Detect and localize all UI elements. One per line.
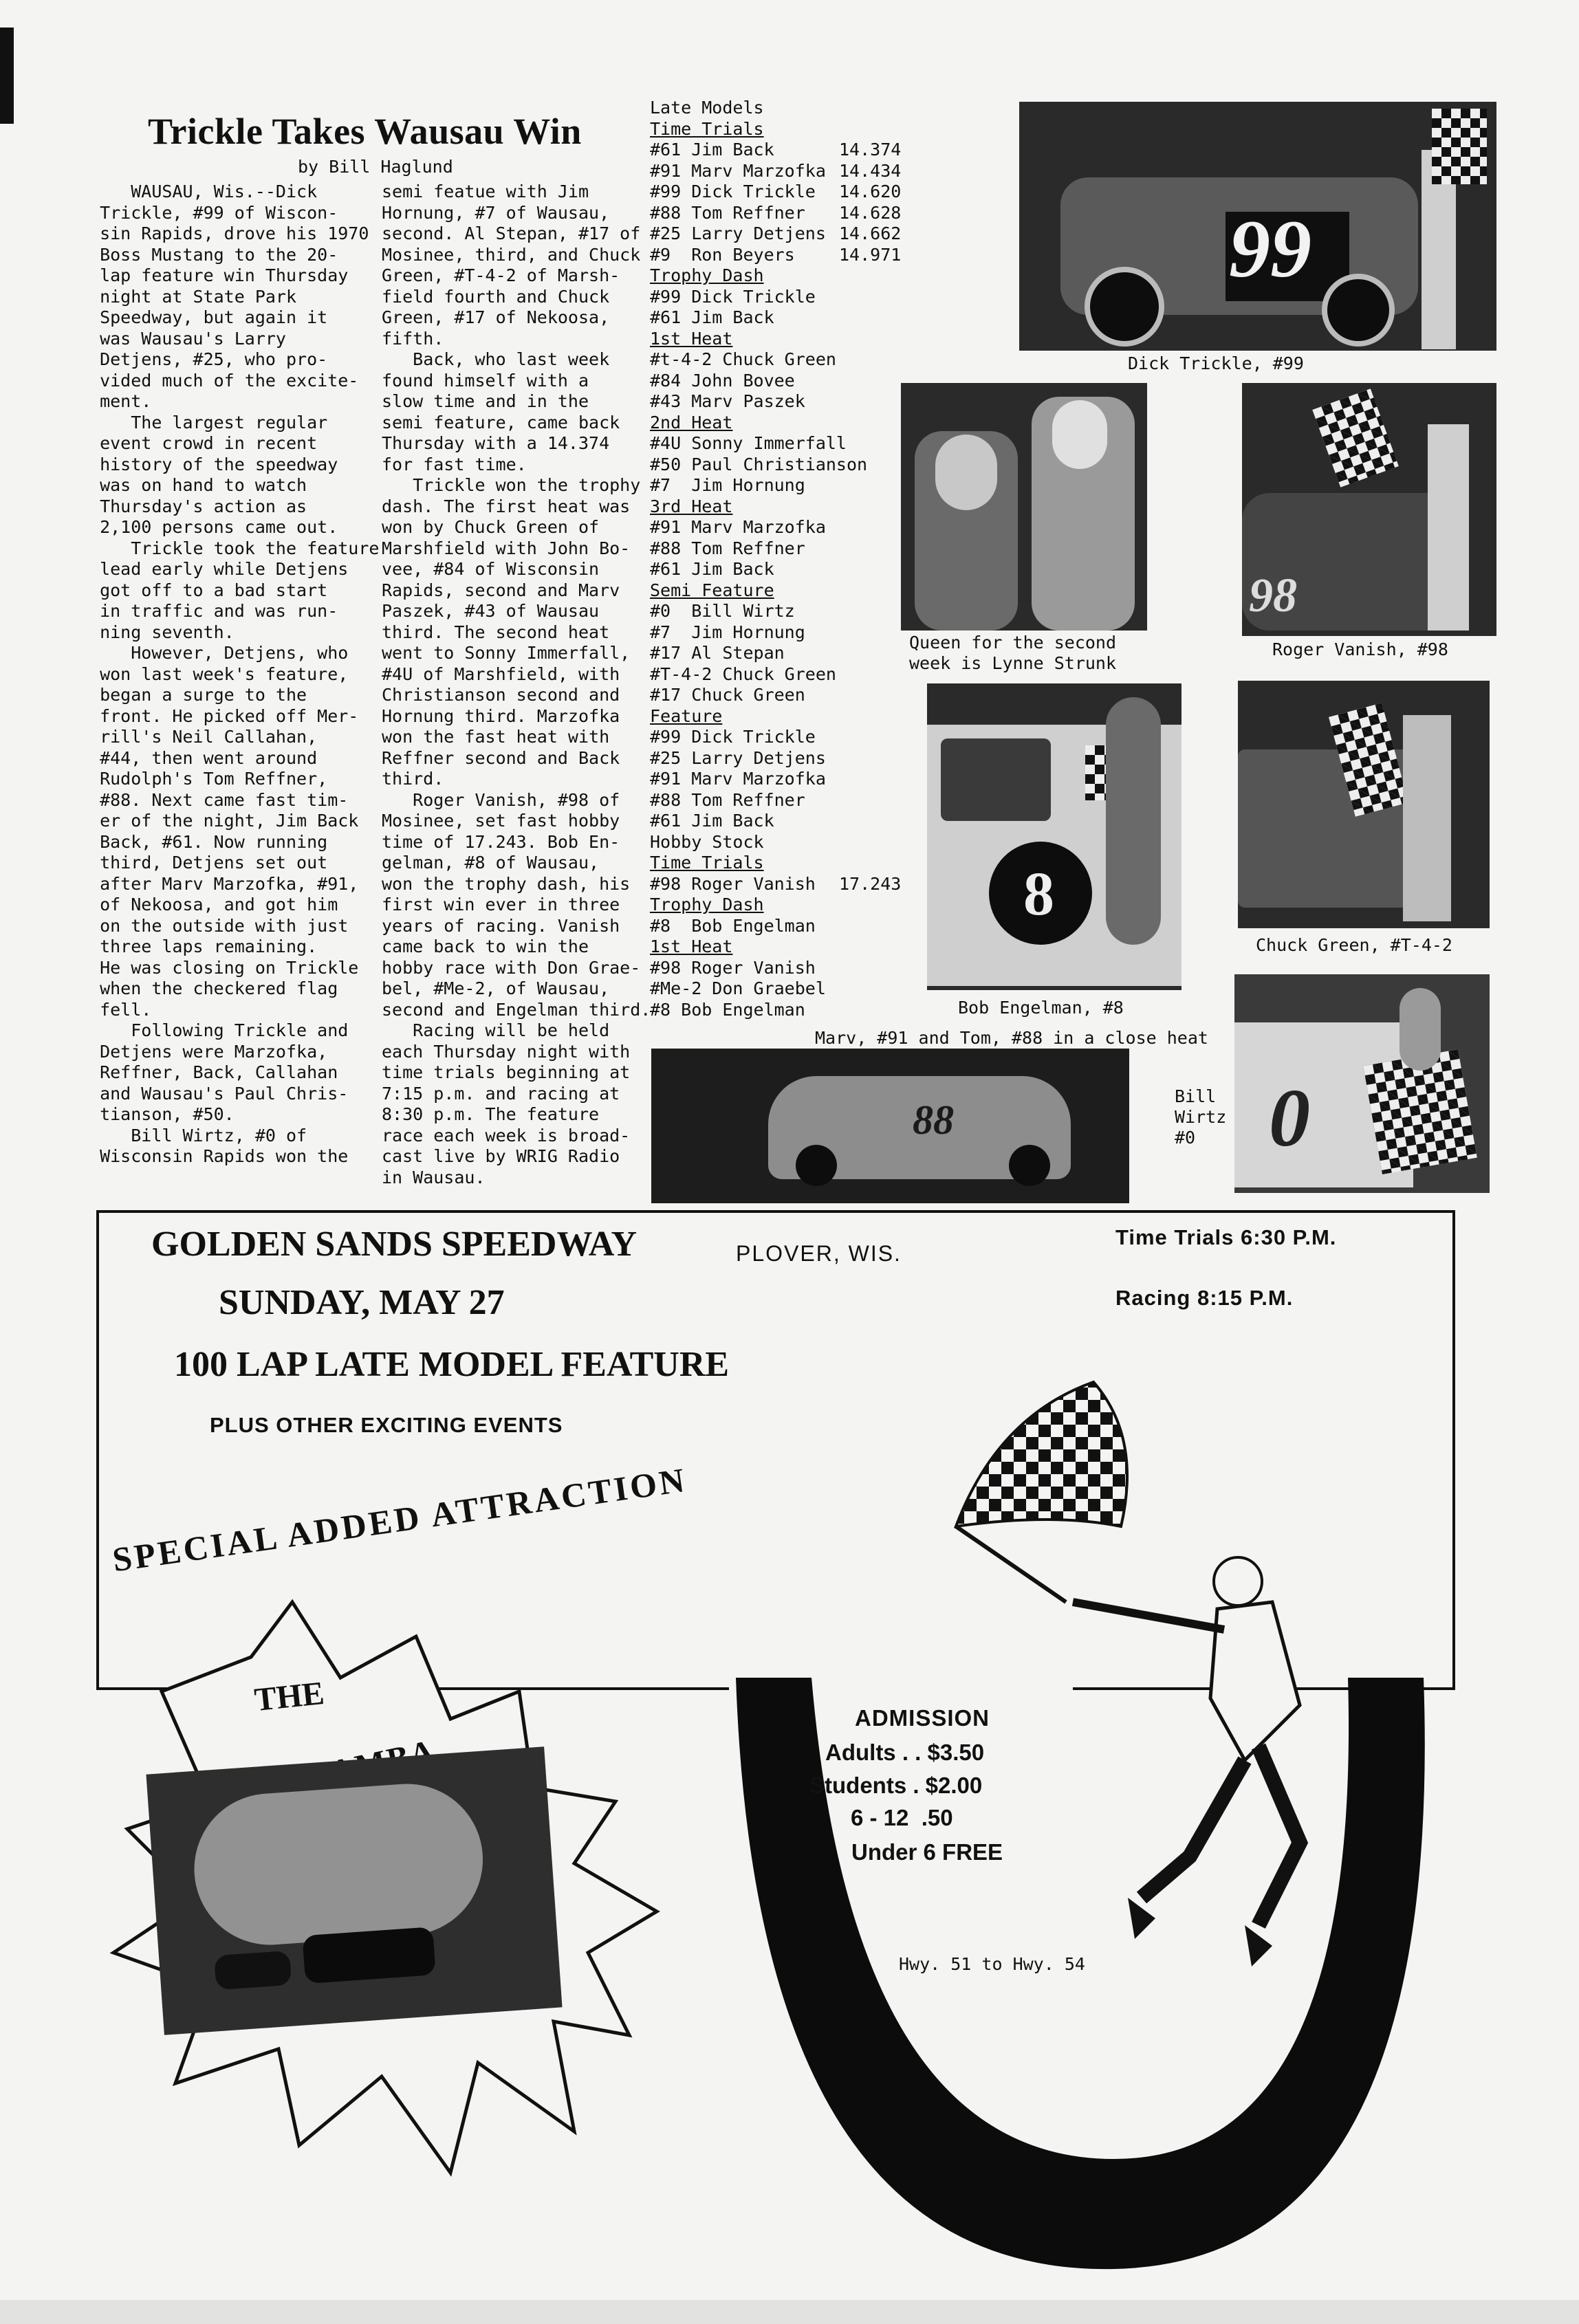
results-entry: #8 Bob Engelman bbox=[650, 915, 816, 936]
results-row bbox=[650, 601, 932, 622]
results-entry: #4U Sonny Immerfall bbox=[650, 433, 847, 453]
photo-roger-vanish bbox=[1242, 383, 1496, 636]
ad-location: PLOVER, WIS. bbox=[736, 1241, 902, 1266]
results-row bbox=[650, 245, 932, 266]
car-number-88: 88 bbox=[913, 1097, 954, 1143]
results-entry: #99 Dick Trickle bbox=[650, 286, 816, 307]
results-row bbox=[650, 706, 932, 727]
results-entry: Feature bbox=[650, 705, 723, 726]
results-row bbox=[650, 769, 932, 790]
results-entry: #61 Jim Back bbox=[650, 307, 774, 327]
binding-mark bbox=[0, 28, 14, 124]
results-row bbox=[650, 664, 932, 686]
photo-bill-wirtz bbox=[1234, 974, 1490, 1193]
results-time: 14.628 bbox=[839, 202, 902, 223]
results-time: 14.374 bbox=[839, 140, 902, 160]
results-entry: #91 Marv Marzofka bbox=[650, 769, 826, 789]
results-row bbox=[650, 391, 932, 413]
results-entry: #Me-2 Don Graebel bbox=[650, 978, 826, 998]
admission-students: Students . $2.00 bbox=[809, 1773, 983, 1798]
caption-engelman: Bob Engelman, #8 bbox=[958, 998, 1124, 1018]
results-entry: #91 Marv Marzofka bbox=[650, 517, 826, 537]
flag-man-illustration bbox=[915, 1375, 1396, 2028]
results-row bbox=[650, 265, 932, 287]
results-entry: Trophy Dash bbox=[650, 265, 764, 285]
results-entry: #25 Larry Detjens bbox=[650, 747, 826, 768]
byline: by Bill Haglund bbox=[298, 157, 453, 177]
results-row bbox=[650, 643, 932, 664]
results-entry: #61 Jim Back bbox=[650, 140, 774, 160]
results-entry: Late Models bbox=[650, 98, 764, 118]
results-row bbox=[650, 475, 932, 496]
admission-adults: Adults . . $3.50 bbox=[825, 1740, 985, 1765]
results-row bbox=[650, 329, 932, 350]
photo-chuck-green bbox=[1238, 681, 1490, 928]
results-entry: Time Trials bbox=[650, 118, 764, 139]
results-time: 14.971 bbox=[839, 244, 902, 265]
results-row bbox=[650, 622, 932, 644]
results-row bbox=[650, 727, 932, 748]
results-entry: #7 Jim Hornung bbox=[650, 622, 805, 642]
results-row bbox=[650, 287, 932, 308]
car-number-98: 98 bbox=[1249, 569, 1297, 622]
results-row bbox=[650, 454, 932, 476]
results-entry: #88 Tom Reffner bbox=[650, 202, 805, 223]
results-entry: Hobby Stock bbox=[650, 831, 764, 852]
admission-kids: 6 - 12 .50 bbox=[851, 1805, 953, 1830]
results-row bbox=[650, 496, 932, 518]
results-row bbox=[650, 517, 932, 538]
results-row bbox=[650, 559, 932, 580]
results-row bbox=[650, 916, 932, 937]
results-entry: #99 Dick Trickle bbox=[650, 182, 816, 201]
results-row bbox=[650, 978, 932, 1000]
ad-track-name: GOLDEN SANDS SPEEDWAY bbox=[151, 1225, 638, 1264]
results-entry: #61 Jim Back bbox=[650, 559, 774, 579]
results-entry: #7 Jim Hornung bbox=[650, 475, 805, 495]
the-text: THE bbox=[252, 1674, 326, 1719]
results-row bbox=[650, 413, 932, 434]
ad-date: SUNDAY, MAY 27 bbox=[219, 1283, 505, 1322]
results-row bbox=[650, 895, 932, 916]
caption-vanish: Roger Vanish, #98 bbox=[1272, 639, 1448, 659]
caption-chuck: Chuck Green, #T-4-2 bbox=[1256, 935, 1452, 955]
ad-racing-time: Racing 8:15 P.M. bbox=[1115, 1286, 1294, 1310]
results-entry: #25 Larry Detjens bbox=[650, 223, 826, 243]
results-row bbox=[650, 832, 932, 853]
results-row bbox=[650, 853, 932, 874]
page-bottom-edge bbox=[0, 2300, 1579, 2324]
results-entry: #43 Marv Paszek bbox=[650, 391, 805, 411]
results-time: 14.434 bbox=[839, 160, 902, 181]
results-entry: #0 Bill Wirtz bbox=[650, 601, 795, 621]
results-row bbox=[650, 182, 932, 203]
results-row bbox=[650, 790, 932, 811]
caption-queen: Queen for the second week is Lynne Strunk bbox=[909, 633, 1117, 673]
results-entry: #50 Paul Christianson bbox=[650, 454, 868, 474]
results-entry: #17 Chuck Green bbox=[650, 685, 805, 705]
results-row bbox=[650, 580, 932, 602]
results-entry: #91 Marv Marzofka bbox=[650, 160, 826, 181]
results-entry: 3rd Heat bbox=[650, 496, 733, 516]
results-entry: 1st Heat bbox=[650, 328, 733, 349]
results-entry: #84 John Bovee bbox=[650, 370, 795, 391]
results-row bbox=[650, 433, 932, 454]
results-entry: 1st Heat bbox=[650, 936, 733, 956]
car-number-0: 0 bbox=[1269, 1072, 1310, 1163]
results-entry: #88 Tom Reffner bbox=[650, 538, 805, 558]
results-entry: #17 Al Stepan bbox=[650, 643, 785, 663]
caption-wirtz: Bill Wirtz #0 bbox=[1175, 1086, 1227, 1148]
directions: Hwy. 51 to Hwy. 54 bbox=[899, 1954, 1085, 1974]
results-entry: #T-4-2 Chuck Green bbox=[650, 664, 836, 684]
results-row bbox=[650, 161, 932, 182]
results-row bbox=[650, 958, 932, 979]
photo-queen bbox=[901, 383, 1147, 631]
photo-marv-tom bbox=[651, 1049, 1129, 1203]
results-time: 14.620 bbox=[839, 182, 902, 201]
results-row bbox=[650, 936, 932, 958]
ad-time-trials: Time Trials 6:30 P.M. bbox=[1115, 1225, 1337, 1249]
photo-bob-engelman bbox=[927, 683, 1181, 990]
results-row bbox=[650, 203, 932, 224]
results-row bbox=[650, 371, 932, 392]
results-list bbox=[650, 98, 932, 1020]
results-entry: 2nd Heat bbox=[650, 412, 733, 432]
results-row bbox=[650, 874, 932, 895]
caption-trickle: Dick Trickle, #99 bbox=[1128, 353, 1304, 373]
caption-marv: Marv, #91 and Tom, #88 in a close heat bbox=[815, 1028, 1208, 1048]
results-row bbox=[650, 140, 932, 161]
results-entry: Trophy Dash bbox=[650, 895, 764, 914]
admission-title: ADMISSION bbox=[855, 1705, 990, 1731]
results-row bbox=[650, 685, 932, 706]
results-row bbox=[650, 538, 932, 560]
article-column-2: semi featue with Jim Hornung, #7 of Wausau, second. Al Stepan, #17 of Mosinee, third, and Chuck Green, #T-4-2 of Marsh- field fourth and Chuck Green, #17 of Nekoosa, fifth. Back, who last week found himself with a slow time and in the semi feature, came back Thursday with a 14.374 for fast time. Trickle won the trophy dash. The first heat was won by Chuck Green of Marshfield with John Bo- vee, #84 of Wisconsin Rapids, second and Marv Paszek, #43 of Wausau third. The second heat went to Sonny Immerfall, #4U of Marshfield, with Christianson second and Hornung third. Marzofka won the fast heat with Reffner second and Back third. Roger Vanish, #98 of Mosinee, set fast hobby time of 17.243. Bob En- gelman, #8 of Wausau, won the trophy dash, his first win ever in three years of racing. Vanish came back to win the hobby race with Don Grae- bel, #Me-2, of Wausau, second and Engelman third. Racing will be held each Thursday night with time trials beginning at 7:15 p.m. and racing at 8:30 p.m. The feature race each week is broad- cast live by WRIG Radio in Wausau. bbox=[382, 182, 651, 1187]
results-entry: Time Trials bbox=[650, 853, 764, 873]
results-row bbox=[650, 119, 932, 140]
results-row bbox=[650, 349, 932, 371]
car-number-8: 8 bbox=[1023, 860, 1054, 928]
results-entry: #98 Roger Vanish bbox=[650, 873, 816, 894]
admission-under6: Under 6 FREE bbox=[851, 1839, 1003, 1865]
special-attraction-text: SPECIAL ADDED ATTRACTION bbox=[110, 1460, 690, 1579]
car-number-99: 99 bbox=[1229, 203, 1311, 294]
photo-green-mamba bbox=[146, 1746, 562, 2035]
results-time: 17.243 bbox=[839, 873, 902, 894]
results-entry: Semi Feature bbox=[650, 580, 774, 600]
results-row bbox=[650, 223, 932, 245]
results-entry: #t-4-2 Chuck Green bbox=[650, 349, 836, 369]
results-entry: #99 Dick Trickle bbox=[650, 727, 816, 747]
results-row bbox=[650, 811, 932, 832]
results-row bbox=[650, 748, 932, 769]
results-entry: #61 Jim Back bbox=[650, 811, 774, 831]
results-time: 14.662 bbox=[839, 223, 902, 243]
results-row bbox=[650, 98, 932, 119]
headline: Trickle Takes Wausau Win bbox=[148, 111, 582, 152]
results-row bbox=[650, 1000, 932, 1021]
results-row bbox=[650, 307, 932, 329]
results-entry: #98 Roger Vanish bbox=[650, 957, 816, 978]
article-column-1: WAUSAU, Wis.--Dick Trickle, #99 of Wiscon- sin Rapids, drove his 1970 Boss Mustang to the 20- lap feature win Thursday night at State Park Speedway, but again it was Wausau's Larry Detjens, #25, who pro- vided much of the excite- ment. The largest regular event crowd in recent history of the speedway was on hand to watch Thursday's action as 2,100 persons came out. Trickle took the feature lead early while Detjens got off to a bad start in traffic and was run- ning seventh. However, Detjens, who won last week's feature, began a surge to the front. He picked off Mer- rill's Neil Callahan, #44, then went around Rudolph's Tom Reffner, #88. Next came fast tim- er of the night, Jim Back Back, #61. Now running third, Detjens set out after Marv Marzofka, #91, of Nekoosa, and got him on the outside with just three laps remaining. He was closing on Trickle when the checkered flag fell. Following Trickle and Detjens were Marzofka, Reffner, Back, Callahan and Wausau's Paul Chris- tianson, #50. Bill Wirtz, #0 of Wisconsin Rapids won the bbox=[100, 182, 380, 1166]
ad-feature: 100 LAP LATE MODEL FEATURE bbox=[174, 1345, 730, 1384]
photo-dick-trickle bbox=[1019, 102, 1496, 351]
results-entry: #8 Bob Engelman bbox=[650, 999, 805, 1020]
results-entry: #88 Tom Reffner bbox=[650, 789, 805, 810]
results-entry: #9 Ron Beyers bbox=[650, 244, 795, 265]
ad-plus-events: PLUS OTHER EXCITING EVENTS bbox=[210, 1413, 563, 1437]
